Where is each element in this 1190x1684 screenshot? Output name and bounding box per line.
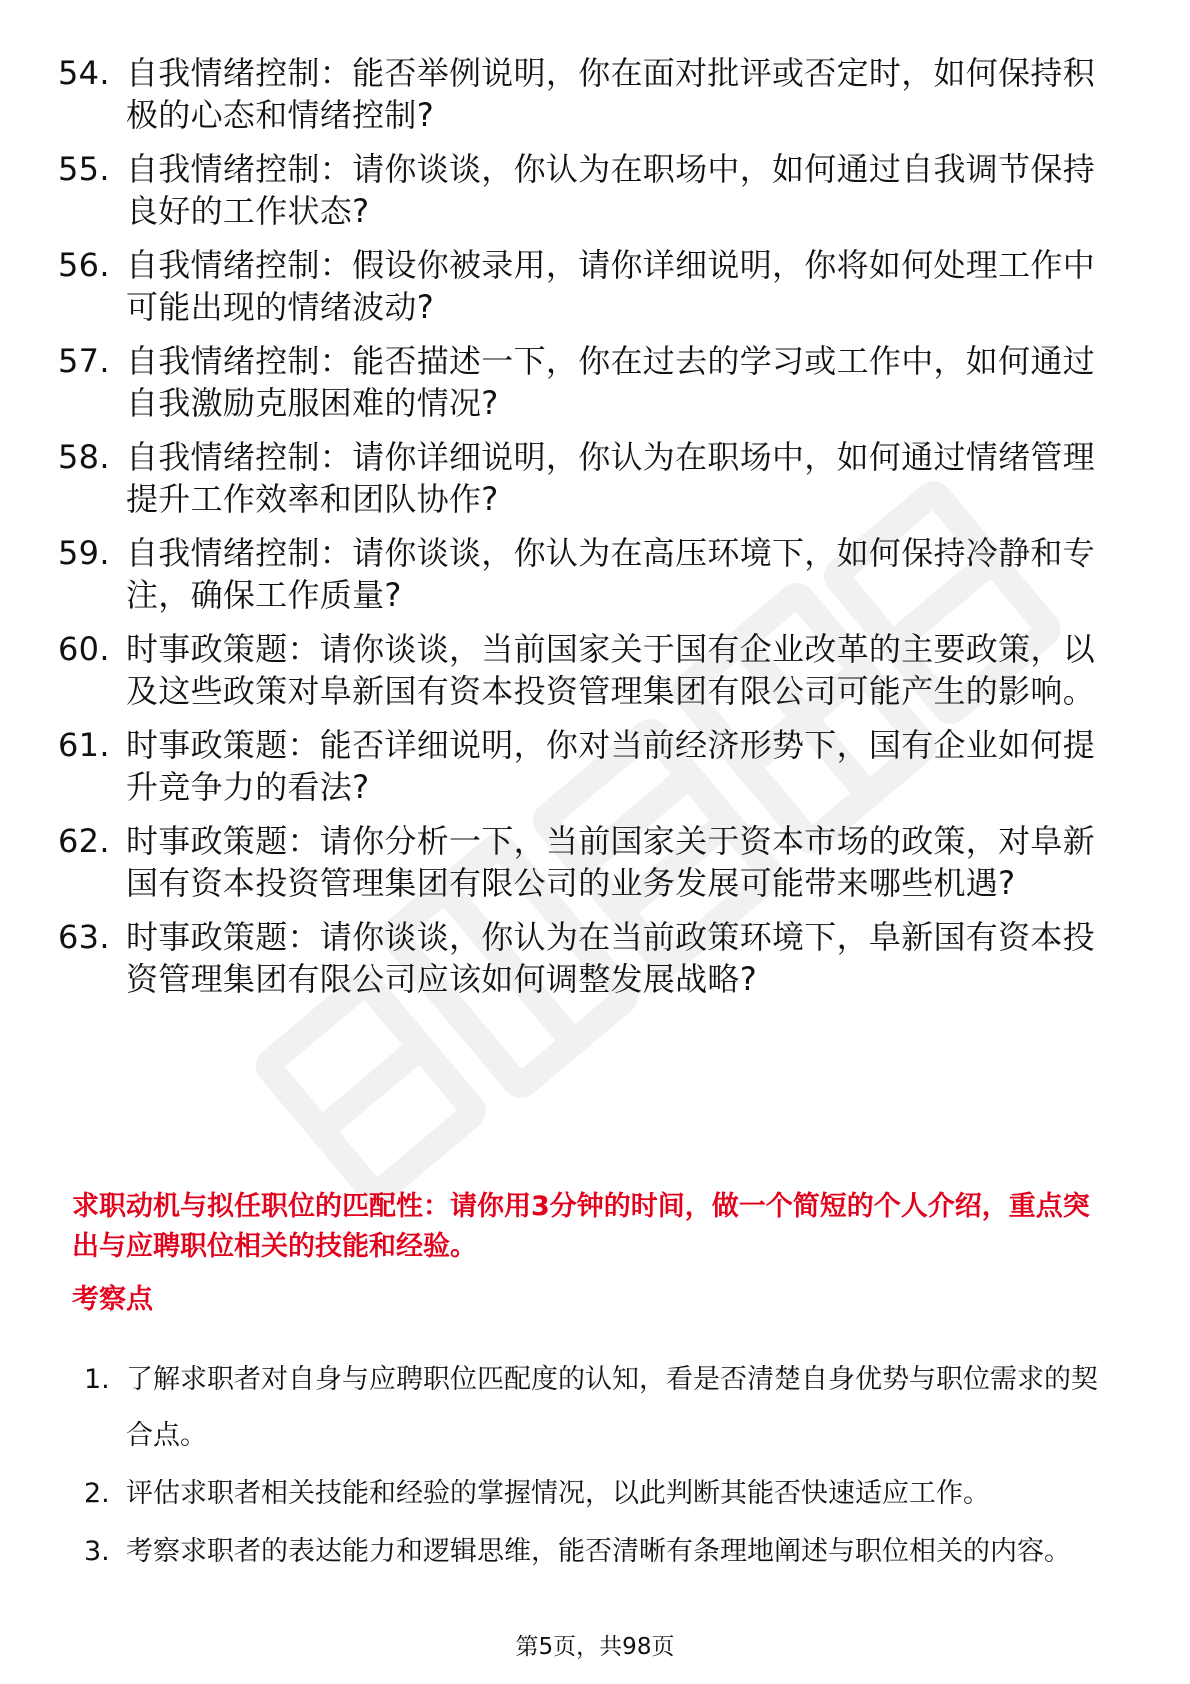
list-item: [84, 1352, 1114, 1464]
item-number: 62.: [58, 822, 110, 860]
list-item: [58, 628, 1108, 712]
list-item: [84, 1524, 1114, 1580]
item-text: 自我情绪控制：请你详细说明，你认为在职场中，如何通过情绪管理提升工作效率和团队协作?: [126, 438, 1096, 518]
item-number: 61.: [58, 726, 110, 764]
list-item: [58, 724, 1108, 808]
list-item: [58, 436, 1108, 520]
list-item: [58, 244, 1108, 328]
list-item: [58, 916, 1108, 1000]
evaluation-points-list: [84, 1352, 1114, 1582]
list-item: [58, 52, 1108, 136]
item-number: 57.: [58, 342, 110, 380]
highlight-question: 求职动机与拟任职位的匹配性：请你用3分钟的时间，做一个简短的个人介绍，重点突出与应聘职位相关的技能和经验。: [72, 1191, 1090, 1262]
list-item: [58, 148, 1108, 232]
item-number: 63.: [58, 918, 110, 956]
item-text: 考察求职者的表达能力和逻辑思维，能否清晰有条理地阐述与职位相关的内容。: [126, 1536, 1071, 1567]
item-text: 时事政策题：请你分析一下，当前国家关于资本市场的政策，对阜新国有资本投资管理集团有限公司的业务发展可能带来哪些机遇?: [126, 822, 1096, 902]
list-item: [84, 1466, 1114, 1522]
item-number: 1.: [84, 1364, 110, 1395]
item-number: 58.: [58, 438, 110, 476]
item-text: 了解求职者对自身与应聘职位匹配度的认知，看是否清楚自身优势与职位需求的契合点。: [126, 1364, 1098, 1451]
item-number: 55.: [58, 150, 110, 188]
list-item: [58, 340, 1108, 424]
item-number: 3.: [84, 1536, 110, 1567]
item-number: 60.: [58, 630, 110, 668]
list-item: [58, 820, 1108, 904]
question-list: [58, 52, 1108, 1012]
section-title: 考察点: [72, 1284, 153, 1315]
item-text: 自我情绪控制：能否举例说明，你在面对批评或否定时，如何保持积极的心态和情绪控制?: [126, 54, 1096, 134]
item-number: 56.: [58, 246, 110, 284]
item-number: 54.: [58, 54, 110, 92]
item-text: 时事政策题：能否详细说明，你对当前经济形势下，国有企业如何提升竞争力的看法?: [126, 726, 1096, 806]
item-text: 自我情绪控制：能否描述一下，你在过去的学习或工作中，如何通过自我激励克服困难的情况?: [126, 342, 1096, 422]
page-number-footer: 第5页，共98页: [515, 1634, 675, 1660]
item-text: 自我情绪控制：请你谈谈，你认为在职场中，如何通过自我调节保持良好的工作状态?: [126, 150, 1096, 230]
item-text: 自我情绪控制：假设你被录用，请你详细说明，你将如何处理工作中可能出现的情绪波动?: [126, 246, 1096, 326]
item-text: 时事政策题：请你谈谈，你认为在当前政策环境下，阜新国有资本投资管理集团有限公司应该如何调整发展战略?: [126, 918, 1096, 998]
item-text: 时事政策题：请你谈谈，当前国家关于国有企业改革的主要政策，以及这些政策对阜新国有资本投资管理集团有限公司可能产生的影响。: [126, 630, 1096, 710]
item-number: 59.: [58, 534, 110, 572]
item-text: 自我情绪控制：请你谈谈，你认为在高压环境下，如何保持冷静和专注，确保工作质量?: [126, 534, 1096, 614]
item-number: 2.: [84, 1478, 110, 1509]
list-item: [58, 532, 1108, 616]
item-text: 评估求职者相关技能和经验的掌握情况，以此判断其能否快速适应工作。: [126, 1478, 990, 1509]
